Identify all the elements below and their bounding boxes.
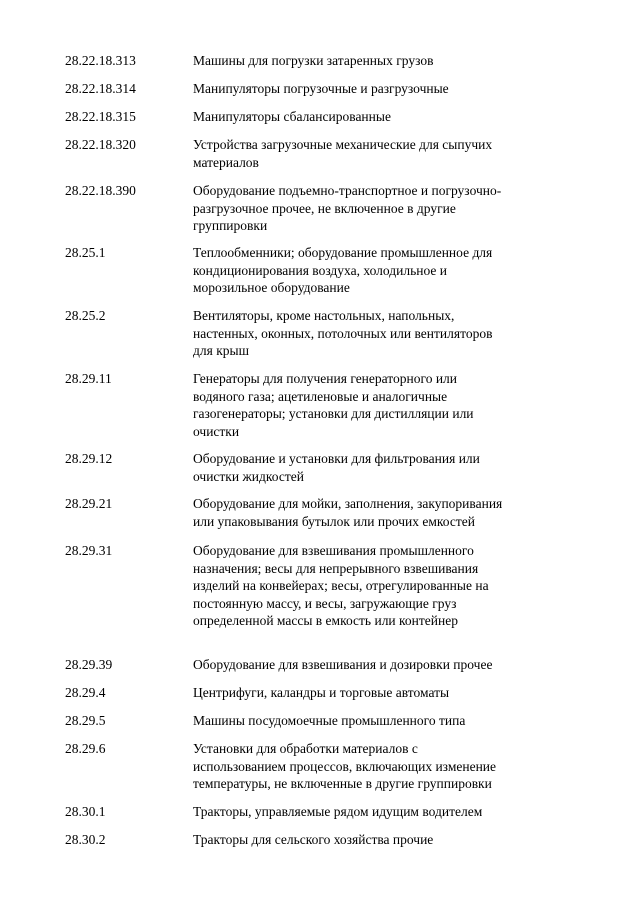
entry-code: 28.29.6 bbox=[65, 741, 106, 756]
description-line: газогенераторы; установки для дистилляции или bbox=[193, 406, 474, 421]
description-line: группировки bbox=[193, 218, 268, 233]
description-line: Манипуляторы погрузочные и разгрузочные bbox=[193, 81, 449, 96]
entry-code: 28.30.1 bbox=[65, 804, 106, 819]
description-line: очистки жидкостей bbox=[193, 468, 304, 484]
description-line: водяного газа; ацетиленовые и аналогичные bbox=[193, 388, 448, 404]
description-line: Устройства загрузочные механические для сыпучих bbox=[193, 137, 493, 152]
description-line: Вентиляторы, кроме настольных, напольных, bbox=[193, 308, 455, 323]
description-line: Манипуляторы сбалансированные bbox=[193, 109, 391, 124]
entry-code: 28.22.18.320 bbox=[65, 137, 136, 152]
entry-code: 28.29.11 bbox=[65, 371, 112, 386]
description-line: Тракторы для сельского хозяйства прочие bbox=[193, 832, 434, 847]
description-line: назначения; весы для непрерывного взвешивания bbox=[193, 560, 479, 576]
description-line: Машины посудомоечные промышленного типа bbox=[193, 713, 466, 728]
description-line: Оборудование для мойки, заполнения, закупоривания bbox=[193, 496, 503, 511]
description-line: Установки для обработки материалов с bbox=[193, 741, 418, 756]
entry-code: 28.25.1 bbox=[65, 245, 106, 260]
entry-description bbox=[193, 182, 553, 235]
entry-description bbox=[193, 712, 553, 730]
description-line: Тракторы, управляемые рядом идущим водителем bbox=[193, 804, 483, 819]
entry-description bbox=[193, 542, 553, 630]
entry-code: 28.22.18.390 bbox=[65, 183, 136, 198]
entry-code: 28.29.5 bbox=[65, 713, 106, 728]
entry-code: 28.22.18.315 bbox=[65, 109, 136, 124]
description-line: для крыш bbox=[193, 343, 249, 358]
entry-code: 28.29.12 bbox=[65, 451, 113, 466]
entry-code: 28.29.4 bbox=[65, 685, 106, 700]
entry-code: 28.29.39 bbox=[65, 657, 113, 672]
entry-description bbox=[193, 450, 553, 485]
entry-description bbox=[193, 80, 553, 98]
description-line: морозильное оборудование bbox=[193, 280, 350, 295]
description-line: разгрузочное прочее, не включенное в другие bbox=[193, 200, 456, 216]
description-line: Оборудование и установки для фильтрования или bbox=[193, 451, 480, 466]
entry-description bbox=[193, 656, 553, 674]
entry-description bbox=[193, 740, 553, 793]
entry-description bbox=[193, 136, 553, 171]
description-line: постоянную массу, и весы, загружающие груз bbox=[193, 595, 457, 611]
description-line: Центрифуги, каландры и торговые автоматы bbox=[193, 685, 450, 700]
description-line: Оборудование для взвешивания и дозировки прочее bbox=[193, 657, 493, 672]
entry-description bbox=[193, 495, 553, 530]
entry-description bbox=[193, 831, 553, 849]
entry-description bbox=[193, 307, 553, 360]
description-line: Машины для погрузки затаренных грузов bbox=[193, 53, 434, 68]
entry-code: 28.22.18.314 bbox=[65, 81, 136, 96]
description-line: кондиционирования воздуха, холодильное и bbox=[193, 262, 447, 278]
description-line: материалов bbox=[193, 154, 259, 170]
entry-code: 28.22.18.313 bbox=[65, 53, 136, 68]
description-line: изделий на конвейерах; весы, отрегулированные на bbox=[193, 578, 489, 593]
description-line: очистки bbox=[193, 423, 240, 439]
description-line: настенных, оконных, потолочных или вентиляторов bbox=[193, 325, 493, 341]
entry-code: 28.29.31 bbox=[65, 543, 113, 558]
entry-description bbox=[193, 803, 553, 821]
entry-description bbox=[193, 684, 553, 702]
description-line: или упаковывания бутылок или прочих емкостей bbox=[193, 513, 475, 529]
description-line: Оборудование для взвешивания промышленного bbox=[193, 543, 474, 558]
description-line: температуры, не включенные в другие группировки bbox=[193, 776, 492, 791]
entry-description bbox=[193, 370, 553, 440]
entry-code: 28.25.2 bbox=[65, 308, 106, 323]
entry-description bbox=[193, 108, 553, 126]
entry-description bbox=[193, 244, 553, 297]
description-line: Теплообменники; оборудование промышленное для bbox=[193, 245, 493, 260]
entry-code: 28.29.21 bbox=[65, 496, 113, 511]
entry-description bbox=[193, 52, 553, 70]
description-line: использованием процессов, включающих изменение bbox=[193, 758, 497, 774]
description-line: Оборудование подъемно-транспортное и погрузочно- bbox=[193, 183, 502, 198]
description-line: Генераторы для получения генераторного или bbox=[193, 371, 458, 386]
description-line: определенной массы в емкость или контейнер bbox=[193, 613, 458, 628]
entry-code: 28.30.2 bbox=[65, 832, 106, 847]
